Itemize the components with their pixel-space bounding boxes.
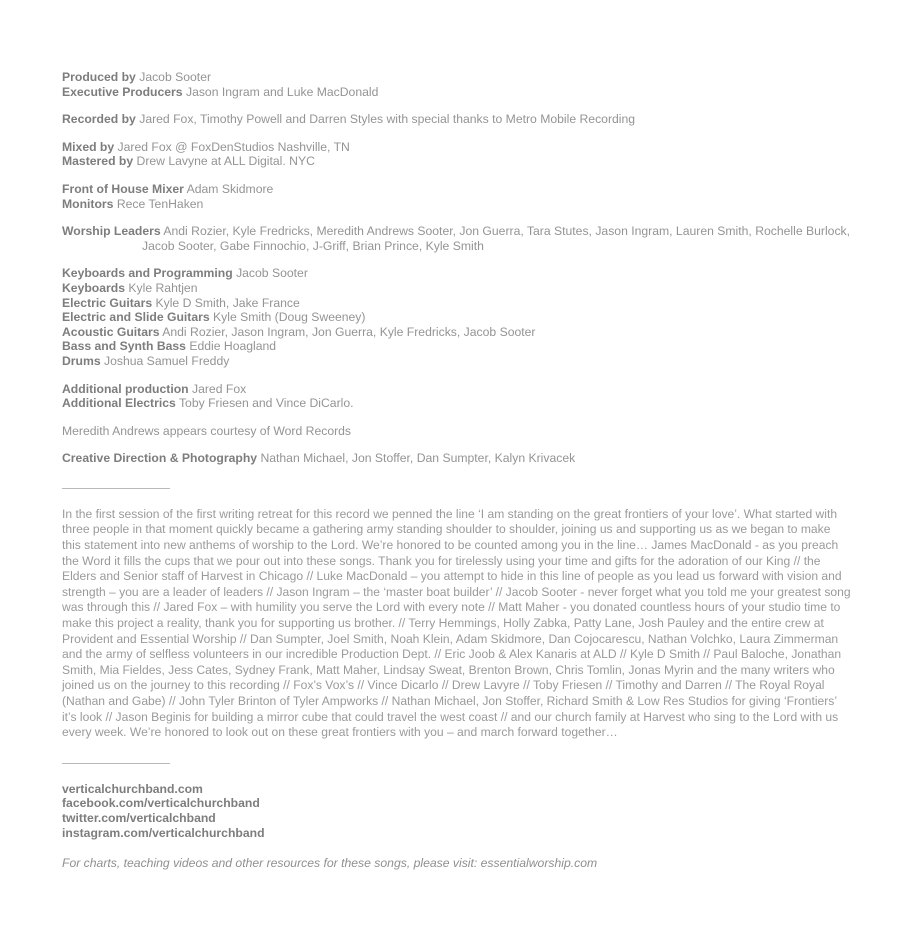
credit-label: Bass and Synth Bass xyxy=(62,339,186,354)
credit-label: Front of House Mixer xyxy=(62,181,184,196)
credits-section xyxy=(62,70,851,466)
credit-line xyxy=(62,70,851,85)
credit-label: Acoustic Guitars xyxy=(62,324,160,339)
credit-line xyxy=(62,197,851,212)
credit-value: Andi Rozier, Jason Ingram, Jon Guerra, Kyle Fredricks, Jacob Sooter xyxy=(162,324,536,339)
credit-label: Creative Direction & Photography xyxy=(62,451,258,466)
credit-block-mixing xyxy=(62,140,851,169)
credit-value: Jared Fox @ FoxDenStudios Nashville, TN xyxy=(117,139,350,154)
thank-you-essay: In the first session of the first writing retreat for this record we penned the line ‘I am standing on the great frontiers of your love’. What started with three people in that moment quickly became a gathering army standing shoulder to shoulder, joining us and supporting us as we began to make this statement into new anthems of worship to the Lord. We’re honored to be counted among you in the line… James MacDonald - as you preach the Word it fills the cups that we pour out into these songs. Thank you for tirelessly using your time and gifts for the adoration of our King // the Elders and Senior staff of Harvest in Chicago // Luke MacDonald – you attempt to hide in this line of people as you lead us forward with vision and strength – you are a leader of leaders // Jason Ingram – the ‘master boat builder’ // Jacob Sooter - never forget what you told me your greatest song was through this // Jared Fox – with humility you serve the Lord with every note // Matt Maher - you donated countless hours of your studio time to make this project a reality, thank you for supporting us brother. // Terry Hemmings, Holly Zabka, Patty Lane, Josh Pauley and the entire crew at Provident and Essential Worship // Dan Sumpter, Joel Smith, Noah Klein, Adam Skidmore, Dan Cojocarescu, Nathan Volchko, Laura Zimmerman and the army of selfless volunteers in our incredible Production Dept. // Eric Joob & Alex Kanaris at ALD // Kyle D Smith // Paul Baloche, Jonathan Smith, Mia Fieldes, Jess Cates, Sydney Frank, Matt Maher, Lindsay Sweat, Brenton Brown, Chris Tomlin, Jonas Myrin and the many writers who joined us on the journey to this recording // Fox’s Vox’s // Vince Dicarlo // Drew Lavyre // Toby Friesen // Timothy and Darren // The Royal Royal (Nathan and Gabe) // John Tyler Brinton of Tyler Ampworks // Nathan Michael, Jon Stoffer, Richard Smith & Low Res Studios for giving ‘Frontiers’ it’s look // Jason Beginis for building a mirror cube that could travel the west coast // and our church family at Harvest who sing to the Lord with us every week. We’re honored to look out on these great frontiers with you – and march forward together… xyxy=(62,506,851,740)
credit-line xyxy=(62,112,851,127)
credit-value: Toby Friesen and Vince DiCarlo. xyxy=(178,396,354,411)
credit-block-courtesy xyxy=(62,424,851,439)
credit-value: Jared Fox xyxy=(192,381,247,396)
credit-block-creative xyxy=(62,451,851,466)
credit-label: Electric and Slide Guitars xyxy=(62,310,210,325)
credit-value: Jared Fox, Timothy Powell and Darren Styles with special thanks to Metro Mobile Recording xyxy=(139,112,636,127)
credit-line xyxy=(62,281,851,296)
credit-label: Additional production xyxy=(62,381,189,396)
credit-line xyxy=(62,224,851,239)
credit-value: Jacob Sooter xyxy=(139,70,212,84)
credit-line xyxy=(62,382,851,397)
credit-value: Kyle Smith (Doug Sweeney) xyxy=(213,310,366,325)
credit-value: Andi Rozier, Kyle Fredricks, Meredith Andrews Sooter, Jon Guerra, Tara Stutes, Jason Ingram, Lauren Smith, Rochelle Burlock, xyxy=(163,224,851,239)
divider-bottom xyxy=(62,763,170,764)
credit-label: Drums xyxy=(62,353,101,368)
credit-value: Eddie Hoagland xyxy=(189,339,277,354)
credit-block-live-sound xyxy=(62,182,851,211)
credit-line xyxy=(62,266,851,281)
link-instagram[interactable]: instagram.com/verticalchurchband xyxy=(62,825,265,840)
links-section xyxy=(62,782,851,840)
credit-line xyxy=(62,396,851,411)
credit-value: Kyle D Smith, Jake France xyxy=(155,295,300,310)
credit-value: Jacob Sooter, Gabe Finnochio, J-Griff, Brian Prince, Kyle Smith xyxy=(142,238,484,253)
credit-block-additional xyxy=(62,382,851,411)
credit-line xyxy=(62,325,851,340)
credit-label: Recorded by xyxy=(62,112,136,127)
credit-value: Nathan Michael, Jon Stoffer, Dan Sumpter, Kalyn Krivacek xyxy=(260,451,576,466)
credit-line-continued xyxy=(62,239,851,254)
link-twitter[interactable]: twitter.com/verticalchband xyxy=(62,810,216,825)
credit-block-recording xyxy=(62,112,851,127)
credit-label: Additional Electrics xyxy=(62,396,176,411)
credit-line xyxy=(62,154,851,169)
credit-line xyxy=(62,339,851,354)
credit-label: Executive Producers xyxy=(62,84,183,99)
credit-block-production xyxy=(62,70,851,99)
credit-value: Joshua Samuel Freddy xyxy=(104,353,230,368)
credit-block-worship-leaders xyxy=(62,224,851,253)
credit-value: Rece TenHaken xyxy=(116,196,204,211)
resources-note: For charts, teaching videos and other resources for these songs, please visit: essentialworship.com xyxy=(62,856,598,871)
courtesy-note: Meredith Andrews appears courtesy of Word Records xyxy=(62,423,352,438)
credit-label: Keyboards and Programming xyxy=(62,266,233,281)
credit-line xyxy=(62,296,851,311)
credit-value: Jacob Sooter xyxy=(236,266,308,281)
credit-line xyxy=(62,85,851,100)
credit-label: Electric Guitars xyxy=(62,295,153,310)
credit-label: Monitors xyxy=(62,196,114,211)
credit-value: Jason Ingram and Luke MacDonald xyxy=(185,84,379,99)
credit-line xyxy=(62,451,851,466)
credit-label: Worship Leaders xyxy=(62,224,161,239)
credit-label: Mixed by xyxy=(62,139,115,154)
credit-label: Keyboards xyxy=(62,280,125,295)
credit-line xyxy=(62,424,851,439)
credit-line xyxy=(62,354,851,369)
credit-value: Adam Skidmore xyxy=(186,181,274,196)
credit-line xyxy=(62,140,851,155)
link-facebook[interactable]: facebook.com/verticalchurchband xyxy=(62,796,260,811)
credit-value: Drew Lavyne at ALL Digital. NYC xyxy=(136,154,315,169)
link-website[interactable]: verticalchurchband.com xyxy=(62,781,203,796)
credit-label: Mastered by xyxy=(62,154,134,169)
divider-top xyxy=(62,488,170,489)
credit-line xyxy=(62,310,851,325)
credit-line xyxy=(62,182,851,197)
credit-label: Produced by xyxy=(62,70,136,84)
credit-value: Kyle Rahtjen xyxy=(128,280,198,295)
credit-block-musicians xyxy=(62,266,851,368)
